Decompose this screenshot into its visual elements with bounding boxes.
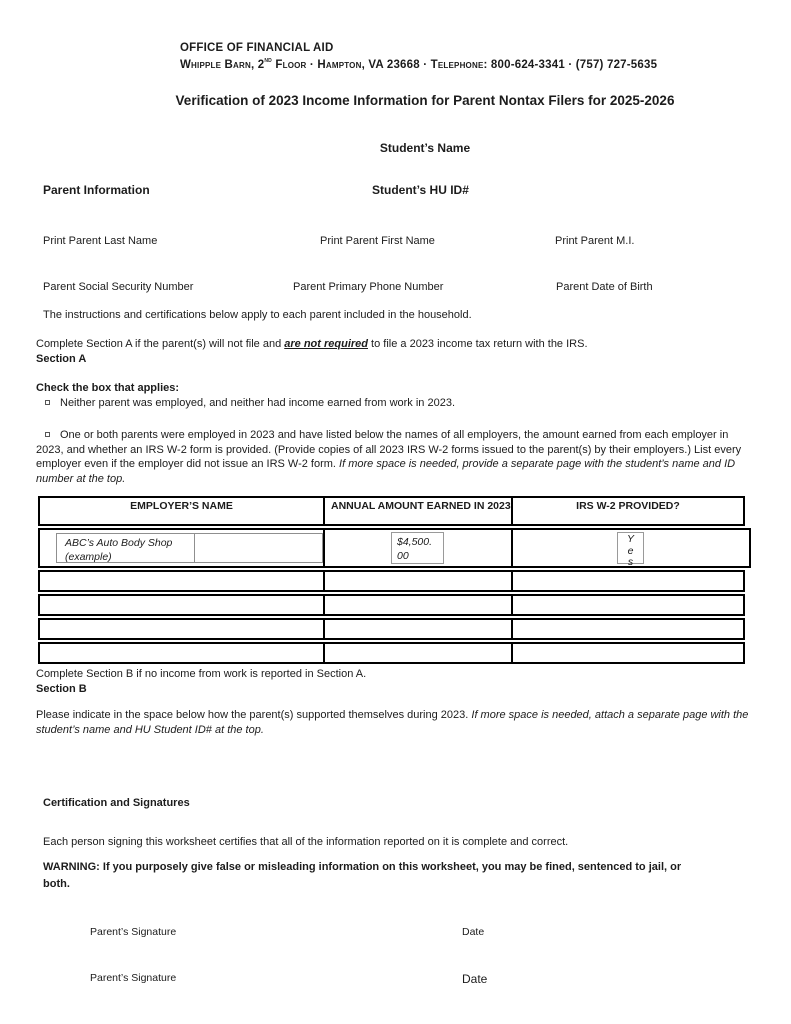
example-amount-line2: 00 xyxy=(397,550,409,563)
section-a-intro-post: to file a 2023 income tax return with the IRS. xyxy=(368,338,588,350)
section-b-heading: Section B xyxy=(36,683,87,695)
checkbox-option-2-italic: If more space is needed, provide a separate page with the student’s name and ID number at the top. xyxy=(36,458,736,485)
section-b-prompt-main: Please indicate in the space below how the parent(s) supported themselves during 2023. xyxy=(36,709,472,721)
certification-heading: Certification and Signatures xyxy=(43,797,190,809)
checkbox-option-2-label: One or both parents were employed in 2023 and have listed below the names of all employers, the amount earned from each employer in 2023, and whether an IRS W-2 form is provided. (Provide copies of all 2023 IRS W-2 forms issued to the parent(s) by their employers.) List every employer even if the employer did not issue an IRS W-2 form. xyxy=(36,429,742,471)
student-name-label: Student’s Name xyxy=(379,141,471,155)
example-employer-text xyxy=(57,534,322,564)
letterhead xyxy=(180,42,657,71)
table-header-row xyxy=(38,496,745,526)
table-row xyxy=(38,642,745,664)
table-row xyxy=(38,594,745,616)
checkbox-icon[interactable] xyxy=(45,400,50,405)
example-employer-line1: ABC’s Auto Body Shop xyxy=(65,537,173,549)
middle-initial-label: Print Parent M.I. xyxy=(555,235,635,247)
example-w2-letter1: Y xyxy=(626,533,634,545)
annual-amount-cell[interactable] xyxy=(323,644,511,662)
date-label: Date xyxy=(462,926,485,938)
student-id-label: Student’s HU ID# xyxy=(372,183,469,197)
example-amount-inset xyxy=(391,532,444,564)
w2-provided-cell[interactable] xyxy=(511,620,743,638)
example-w2-letter2: e xyxy=(627,544,634,557)
example-employer-inset xyxy=(56,533,323,563)
header-cell-w2-provided: IRS W-2 PROVIDED? xyxy=(511,498,743,524)
first-name-label: Print Parent First Name xyxy=(320,235,435,247)
table-row xyxy=(38,570,745,592)
warning-text: WARNING: If you purposely give false or misleading information on this worksheet, you may be fined, sentenced to jail, or both. xyxy=(43,861,682,891)
checkbox-option-1-label: Neither parent was employed, and neither had income earned from work in 2023. xyxy=(60,397,456,409)
section-a-intro xyxy=(36,337,588,352)
example-amount-line1: $4,500. xyxy=(397,536,433,548)
employer-table xyxy=(38,496,751,664)
phone-label: Parent Primary Phone Number xyxy=(293,281,444,293)
example-amount-cell xyxy=(323,530,511,566)
annual-amount-cell[interactable] xyxy=(323,596,511,614)
example-row xyxy=(38,528,751,568)
parent-signature-label: Parent’s Signature xyxy=(90,972,177,984)
annual-amount-cell[interactable] xyxy=(323,620,511,638)
example-employer-cell xyxy=(40,530,323,566)
check-box-instruction: Check the box that applies: xyxy=(36,382,180,394)
employer-name-cell[interactable] xyxy=(40,596,323,614)
w2-provided-cell[interactable] xyxy=(511,596,743,614)
employer-name-cell[interactable] xyxy=(40,644,323,662)
checkbox-icon[interactable] xyxy=(45,432,50,437)
example-employer-divider xyxy=(194,534,195,562)
table-row xyxy=(38,618,745,640)
header-cell-annual-amount: ANNUAL AMOUNT EARNED IN 2023 xyxy=(323,498,511,524)
instructions-text: The instructions and certifications below apply to each parent included in the household. xyxy=(43,309,472,321)
date-label: Date xyxy=(462,972,488,986)
dob-label: Parent Date of Birth xyxy=(556,281,653,293)
address-line xyxy=(180,57,657,71)
example-w2-inset xyxy=(617,532,644,569)
employer-name-cell[interactable] xyxy=(40,620,323,638)
form-title: Verification of 2023 Income Information for Parent Nontax Filers for 2025-2026 xyxy=(175,93,675,108)
w2-provided-cell[interactable] xyxy=(511,644,743,662)
w2-provided-cell[interactable] xyxy=(511,572,743,590)
section-b-prompt-italic: If more space is needed, attach a separate page with the student’s name and HU Student ID# at the top. xyxy=(36,709,749,736)
checkbox-option-2 xyxy=(36,428,754,486)
address-post: Floor · Hampton, VA 23668 · Telephone: 800-624-3341 · (757) 727-5635 xyxy=(272,59,658,71)
parent-signature-label: Parent’s Signature xyxy=(90,926,177,938)
address-pre: Whipple Barn, 2 xyxy=(180,59,265,71)
example-employer-line2: (example) xyxy=(65,551,112,564)
employer-name-cell[interactable] xyxy=(40,572,323,590)
section-b-intro: Complete Section B if no income from work is reported in Section A. xyxy=(36,668,367,680)
section-a-intro-pre: Complete Section A if the parent(s) will not file and xyxy=(36,338,285,350)
office-name: OFFICE OF FINANCIAL AID xyxy=(180,42,334,54)
address-ordinal: nd xyxy=(264,57,272,64)
certification-statement: Each person signing this worksheet certifies that all of the information reported on it is complete and correct. xyxy=(43,836,569,848)
example-w2-cell xyxy=(511,530,749,569)
example-w2-letter3: s xyxy=(627,556,634,569)
section-a-intro-emphasis: are not required xyxy=(284,338,368,350)
parent-information-heading: Parent Information xyxy=(43,183,150,197)
section-a-heading: Section A xyxy=(36,353,87,365)
ssn-label: Parent Social Security Number xyxy=(43,281,194,293)
header-cell-employer-name: EMPLOYER’S NAME xyxy=(130,500,233,512)
annual-amount-cell[interactable] xyxy=(323,572,511,590)
section-b-prompt xyxy=(36,708,760,737)
last-name-label: Print Parent Last Name xyxy=(43,235,158,247)
checkbox-option-1 xyxy=(36,396,455,411)
